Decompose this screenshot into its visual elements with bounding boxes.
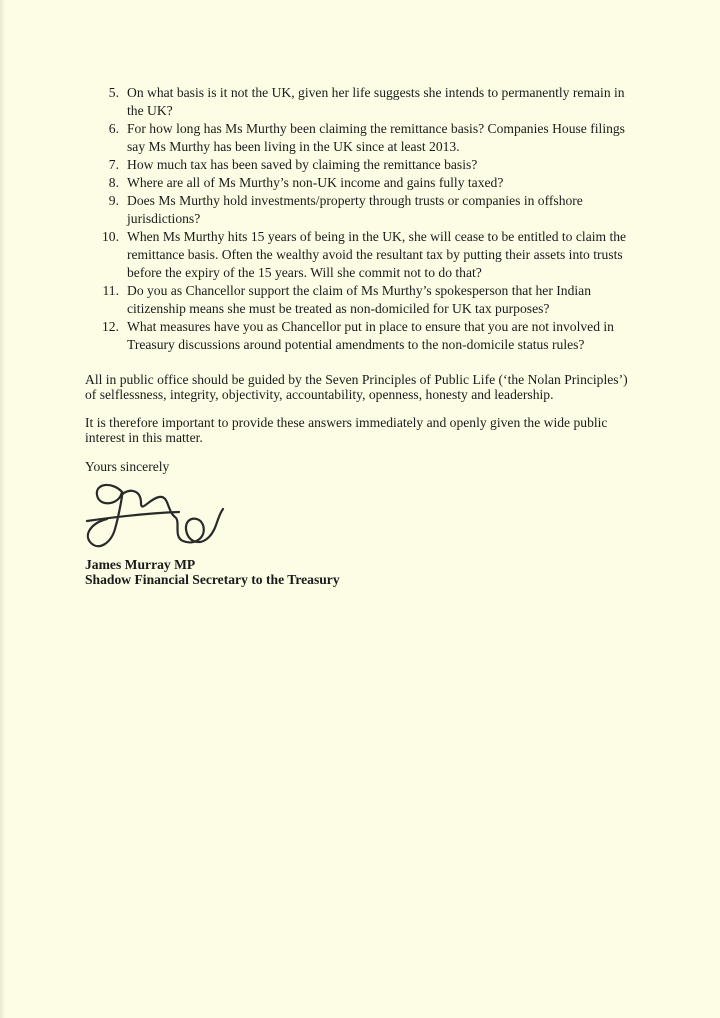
list-item-text: What measures have you as Chancellor put in place to ensure that you are not involved in Treasury discussions around potential amendments to the non-domicile status rules? [127,319,614,352]
signatory-block [85,558,636,587]
list-item-number: 12. [102,319,119,334]
handwritten-signature [79,479,239,555]
list-item [85,84,636,120]
list-item-number: 7. [108,157,119,172]
list-item-text: Where are all of Ms Murthy’s non-UK income and gains fully taxed? [127,175,504,190]
paragraph-importance: It is therefore important to provide these answers immediately and openly given the wide public interest in this matter. [85,415,608,445]
list-item-text: Does Ms Murthy hold investments/property through trusts or companies in offshore jurisdictions? [127,193,583,226]
closing-salutation: Yours sincerely [85,459,170,475]
list-item-number: 11. [102,283,119,298]
list-item [85,120,636,156]
paragraph-nolan-principles: All in public office should be guided by the Seven Principles of Public Life (‘the Nolan Principles’) of selflessness, integrity, objectivity, accountability, openness, honesty and leadership. [85,372,628,402]
list-item-number: 9. [108,193,119,208]
list-item [85,282,636,318]
list-item-text: On what basis is it not the UK, given her life suggests she intends to permanently remain in the UK? [127,85,625,118]
list-item-text: When Ms Murthy hits 15 years of being in the UK, she will cease to be entitled to claim the remittance basis. Often the wealthy avoid the resultant tax by putting their assets into trusts before the expiry of the 15 years. Will she commit not to do that? [127,229,627,280]
list-item [85,156,636,174]
numbered-question-list [85,84,636,354]
list-item [85,174,636,192]
list-item [85,192,636,228]
list-item [85,228,636,282]
list-item-number: 10. [102,229,119,244]
list-item-text: How much tax has been saved by claiming the remittance basis? [127,157,478,172]
signatory-title: Shadow Financial Secretary to the Treasury [85,571,340,587]
list-item-text: Do you as Chancellor support the claim of Ms Murthy’s spokesperson that her Indian citizenship means she must be treated as non-domiciled for UK tax purposes? [127,283,591,316]
letter-body [85,84,636,588]
list-item-number: 8. [108,175,119,190]
list-item-number: 5. [108,85,119,100]
list-item [85,318,636,354]
list-item-text: For how long has Ms Murthy been claiming the remittance basis? Companies House filings say Ms Murthy has been living in the UK since at least 2013. [127,121,625,154]
signatory-name: James Murray MP [85,557,196,573]
list-item-number: 6. [108,121,119,136]
